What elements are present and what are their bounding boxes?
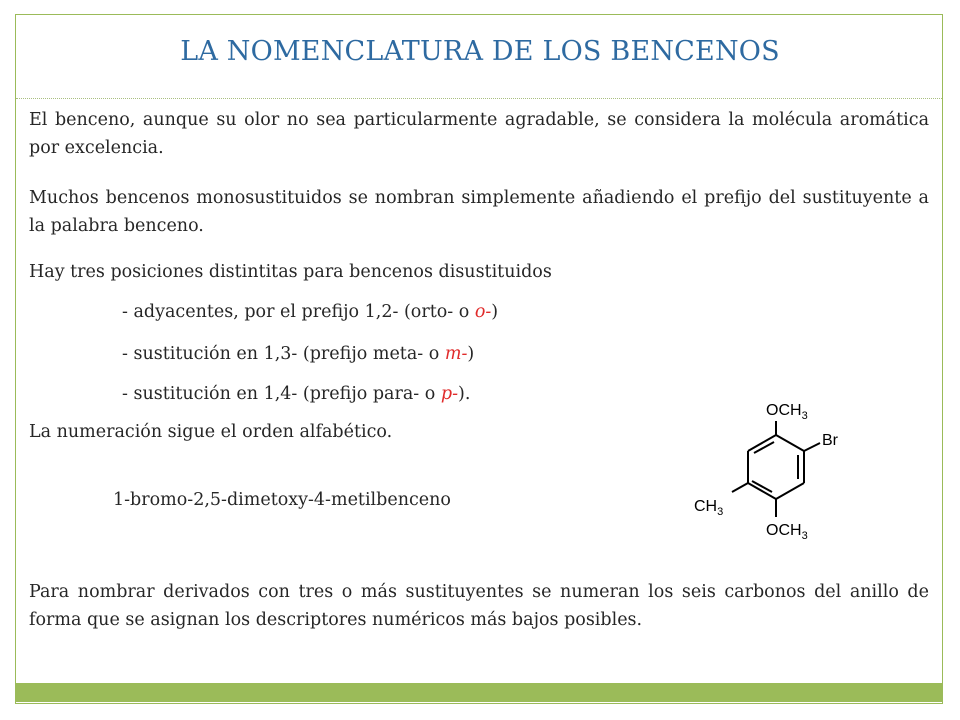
bullet-orto bbox=[122, 298, 498, 326]
example-compound-name: 1-bromo-2,5-dimetoxy-4-metilbenceno bbox=[113, 490, 451, 510]
molecule-structure bbox=[680, 395, 870, 555]
bullet-orto-prefix: o- bbox=[474, 302, 492, 322]
bullet-meta-tail: ) bbox=[467, 344, 475, 364]
paragraph-monosubstituted: Muchos bencenos monosustituidos se nombran simplemente añadiendo el prefijo del sustituyente a la palabra benceno. bbox=[29, 188, 929, 236]
label-bottom-methoxy: $OCH_3$ bbox=[766, 522, 808, 542]
bullet-para-tail: ). bbox=[458, 384, 471, 404]
bullet-meta bbox=[122, 340, 474, 368]
bullet-orto-tail: ) bbox=[491, 302, 499, 322]
title-divider bbox=[16, 98, 942, 99]
benzene-ring bbox=[732, 421, 820, 517]
label-bromo: Br bbox=[822, 432, 838, 449]
bullet-meta-prefix: m- bbox=[444, 344, 468, 364]
bond-left bbox=[732, 483, 748, 492]
label-methyl: $CH_3$ bbox=[694, 498, 724, 518]
bullet-meta-text: - sustitución en 1,3- (prefijo meta- o bbox=[122, 344, 445, 364]
paragraph-three-substituents: Para nombrar derivados con tres o más sustituyentes se numeran los seis carbonos del anillo de forma que se asignan los descriptores numéricos más bajos posibles. bbox=[29, 582, 929, 630]
slide-title: LA NOMENCLATURA DE LOS BENCENOS bbox=[180, 36, 780, 67]
bullet-para bbox=[122, 380, 470, 408]
footer-accent-bar bbox=[16, 683, 942, 702]
bullet-para-text: - sustitución en 1,4- (prefijo para- o bbox=[122, 384, 441, 404]
label-top-methoxy: $OCH_3$ bbox=[766, 402, 808, 422]
bullet-para-prefix: p- bbox=[440, 384, 458, 404]
ring-bond bbox=[776, 483, 804, 499]
bullet-orto-text: - adyacentes, por el prefijo 1,2- (orto- o bbox=[122, 302, 475, 322]
paragraph-intro: El benceno, aunque su olor no sea particularmente agradable, se considera la molécula aromática por excelencia. bbox=[29, 110, 929, 158]
paragraph-disubstituted: Hay tres posiciones distintitas para bencenos disustituidos bbox=[29, 262, 552, 282]
bond-right bbox=[804, 443, 820, 451]
ring-bond bbox=[776, 435, 804, 451]
paragraph-numbering: La numeración sigue el orden alfabético. bbox=[29, 422, 393, 442]
double-bond-inner bbox=[754, 442, 774, 453]
